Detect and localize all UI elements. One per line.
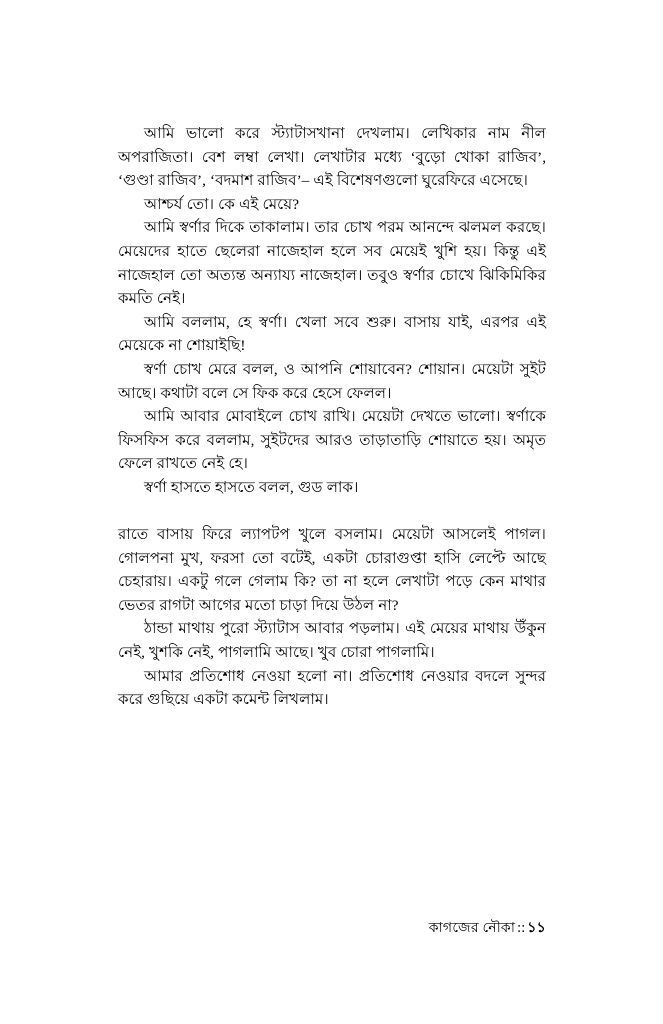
paragraph: আমি স্বর্ণার দিকে তাকালাম। তার চোখ পরম আনন্দে ঝলমল করছে। মেয়েদের হাতে ছেলেরা নাজেহাল হলে সব মেয়েই খুশি হয়। কিন্তু এই নাজেহাল তো অত্যন্ত অন্যায্য নাজেহাল। তবুও স্বর্ণার চোখে ঝিকিমিকির কমতি নেই। [118,219,546,308]
paragraph: রাতে বাসায় ফিরে ল্যাপটপ খুলে বসলাম। মেয়েটা আসলেই পাগল। গোলপনা মুখ, ফরসা তো বটেই, একটা চোরাগুপ্তা হাসি লেপ্টে আছে চেহারায়। একটু গলে গেলাম কি? তা না হলে লেখাটা পড়ে কেন মাথার ভেতর রাগটা আগের মতো চাড়া দিয়ে উঠল না? [118,526,546,614]
page-footer [118,918,546,938]
page-text-column [118,122,546,712]
paragraph: আশ্চর্য তো। কে এই মেয়ে? [144,195,299,213]
paragraph: স্বর্ণা হাসতে হাসতে বলল, গুড লাক। [144,478,359,496]
footer-book-title: কাগজের নৌকা [428,920,516,936]
footer-separator: :: [517,920,526,936]
section-one [118,122,546,500]
section-break [118,500,546,524]
paragraph: আমি আবার মোবাইলে চোখ রাখি। মেয়েটা দেখতে ভালো। স্বর্ণাকে ফিসফিস করে বললাম, সুইটদের আরও তাড়াতাড়ি শোয়াতে হয়। অমৃত ফেলে রাখতে নেই হে। [118,408,546,473]
page-number: ১১ [527,920,546,936]
paragraph: আমার প্রতিশোধ নেওয়া হলো না। প্রতিশোধ নেওয়ার বদলে সুন্দর করে গুছিয়ে একটা কমেন্ট লিখলাম। [118,667,546,709]
paragraph: ঠান্ডা মাথায় পুরো স্ট্যাটাস আবার পড়লাম। এই মেয়ের মাথায় উঁকুন নেই, খুশকি নেই, পাগলামি আছে। খুব চোরা পাগলামি। [118,620,546,662]
paragraph: স্বর্ণা চোখ মেরে বলল, ও আপনি শোয়াবেন? শোয়ান। মেয়েটা সুইট আছে। কথাটা বলে সে ফিক করে হেসে ফেলল। [118,360,546,402]
paragraph: আমি বললাম, হে স্বর্ণা। খেলা সবে শুরু। বাসায় যাই, এরপর এই মেয়েকে না শোয়াইছি! [118,313,546,355]
section-two [118,523,546,712]
paragraph: আমি ভালো করে স্ট্যাটাসখানা দেখলাম। লেখিকার নাম নীল অপরাজিতা। বেশ লম্বা লেখা। লেখাটার মধ্যে ‘বুড়ো খোকা রাজিব’, ‘গুণ্ডা রাজিব’, ‘বদমাশ রাজিব’– এই বিশেষণগুলো ঘুরেফিরে এসেছে। [118,125,546,190]
